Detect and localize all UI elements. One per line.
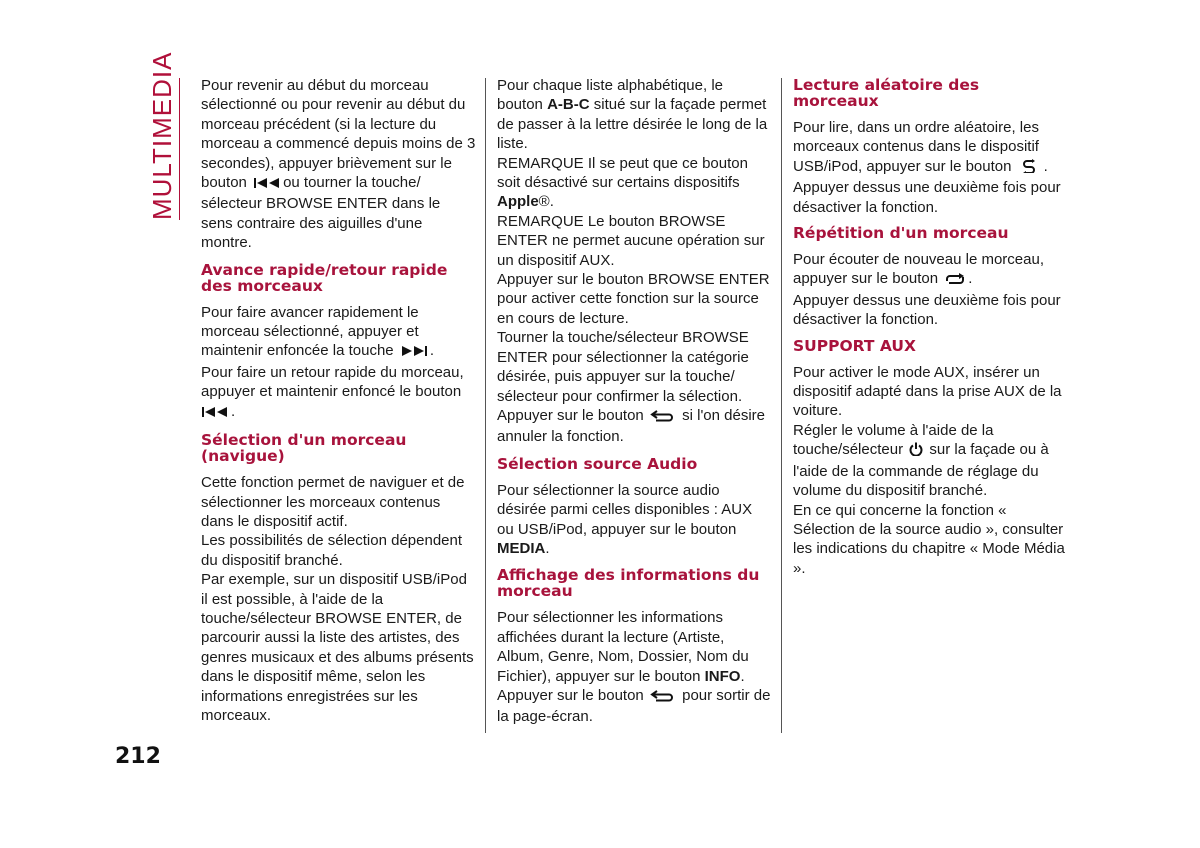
next-track-icon [400, 343, 428, 362]
paragraph: REMARQUE Le bouton BROWSE ENTER ne permet aucune opération sur un dispositif AUX. [497, 212, 765, 269]
column-1 [201, 76, 476, 725]
text: . [545, 539, 550, 557]
section-title: MULTIMEDIA [147, 51, 177, 220]
text: Pour sélectionner la source audio désirée parmi celles disponibles : AUX ou USB/iPod, appuyer sur le bouton [497, 481, 753, 538]
heading-fast-forward: Avance rapide/retour rapide des morceaux [201, 260, 448, 295]
text: Appuyer sur le bouton [497, 686, 644, 704]
heading-shuffle: Lecture aléatoire des morceaux [793, 76, 980, 110]
paragraph: Les possibilités de sélection dépendent du dispositif branché. [201, 532, 463, 569]
paragraph [497, 608, 772, 726]
section-rule [179, 78, 180, 220]
text: ®. [538, 193, 554, 211]
paragraph: Par exemple, sur un dispositif USB/iPod il est possible, à l'aide de la touche/sélecteur BROWSE ENTER, de parcourir aussi la liste des artistes, des genres musicaux et des albums présents dans le dispositif même, selon les informations enregistrées sur les morceaux. [201, 571, 474, 724]
power-icon [909, 442, 923, 461]
text: Pour revenir au début du morceau sélectionné ou pour revenir au début du morceau précédent (si la lecture du morceau a commencé depuis moins de 3 secondes), appuyer brièvement sur le bouton [201, 77, 476, 192]
text: Pour sélectionner les informations affichées durant la lecture (Artiste, Album, Genre, Nom, Dossier, Nom du Fichier), appuyer sur le bouton [497, 609, 749, 685]
text: . [968, 270, 973, 288]
heading-aux-support: SUPPORT AUX [793, 336, 916, 355]
column-3 [793, 76, 1068, 578]
text: situé sur la façade permet de passer à la lettre désirée le long de la liste. [497, 96, 768, 153]
text: . [1043, 157, 1048, 175]
text: Appuyer sur le bouton [497, 406, 644, 424]
bold-text: INFO [704, 667, 741, 685]
paragraph [201, 303, 476, 423]
text: si l'on désire annuler la fonction. [497, 406, 766, 446]
page-number: 212 [115, 744, 161, 769]
heading-audio-source: Sélection source Audio [497, 454, 698, 473]
paragraph [793, 250, 1068, 330]
paragraph [793, 118, 1068, 217]
text: ou tourner la touche/ sélecteur BROWSE ENTER dans le sens contraire des aiguilles d'une montre. [201, 174, 441, 252]
text: Appuyer dessus une deuxième fois pour désactiver la fonction. [793, 179, 1061, 216]
text: Pour faire un retour rapide du morceau, appuyer et maintenir enfoncé le bouton [201, 363, 464, 401]
back-arrow-icon [650, 408, 676, 427]
text: Pour lire, dans un ordre aléatoire, les morceaux contenus dans le dispositif USB/iPod, appuyer sur le bouton [793, 119, 1039, 175]
text: Pour faire avancer rapidement le morceau sélectionné, appuyer et maintenir enfoncée la touche [201, 303, 419, 360]
bold-text: MEDIA [497, 539, 546, 557]
back-arrow-icon [650, 688, 676, 707]
paragraph [497, 154, 772, 212]
paragraph: Tourner la touche/sélecteur BROWSE ENTER pour sélectionner la catégorie désirée, puis appuyer sur la touche/ sélecteur pour confirmer la sélection. [497, 329, 749, 405]
text: . [231, 402, 236, 420]
text: Pour écouter de nouveau le morceau, appuyer sur le bouton [793, 251, 1044, 288]
shuffle-icon [1022, 159, 1036, 178]
paragraph [793, 421, 1068, 501]
text: Régler le volume à l'aide de la touche/sélecteur [793, 421, 994, 459]
paragraph: Pour activer le mode AUX, insérer un dispositif adapté dans la prise AUX de la voiture. [793, 363, 1062, 420]
column-2 [497, 76, 772, 727]
paragraph: Cette fonction permet de naviguer et de sélectionner les morceaux contenus dans le dispositif actif. [201, 474, 465, 530]
paragraph: Appuyer sur le bouton BROWSE ENTER pour activer cette fonction sur la source en cours de lecture. [497, 271, 770, 327]
previous-track-icon [253, 175, 281, 194]
column-divider [781, 78, 782, 733]
text: Appuyer dessus une deuxième fois pour désactiver la fonction. [793, 291, 1061, 329]
bold-text: Apple [497, 193, 539, 211]
text: pour sortir de la page-écran. [497, 686, 771, 726]
heading-track-info: Affichage des informations du morceau [497, 566, 760, 601]
paragraph [497, 481, 772, 559]
text: . [429, 342, 434, 360]
heading-track-selection: Sélection d'un morceau (navigue) [201, 431, 407, 466]
text: sur la façade ou à l'aide de la commande de réglage du volume du dispositif branché. [793, 441, 1049, 500]
text: . [740, 667, 745, 685]
paragraph [201, 76, 476, 253]
heading-repeat: Répétition d'un morceau [793, 224, 1009, 243]
text: Pour chaque liste alphabétique, le bouton [497, 77, 723, 114]
bold-text: A-B-C [547, 96, 590, 114]
text: REMARQUE Il se peut que ce bouton soit désactivé sur certains dispositifs [497, 154, 748, 192]
repeat-icon [944, 271, 966, 290]
paragraph [497, 406, 772, 447]
column-divider [485, 78, 486, 733]
section-tab [147, 51, 177, 220]
paragraph: En ce qui concerne la fonction « Sélection de la source audio », consulter les indications du chapitre « Mode Média ». [793, 501, 1065, 577]
paragraph [497, 76, 772, 154]
previous-track-icon [201, 404, 229, 423]
